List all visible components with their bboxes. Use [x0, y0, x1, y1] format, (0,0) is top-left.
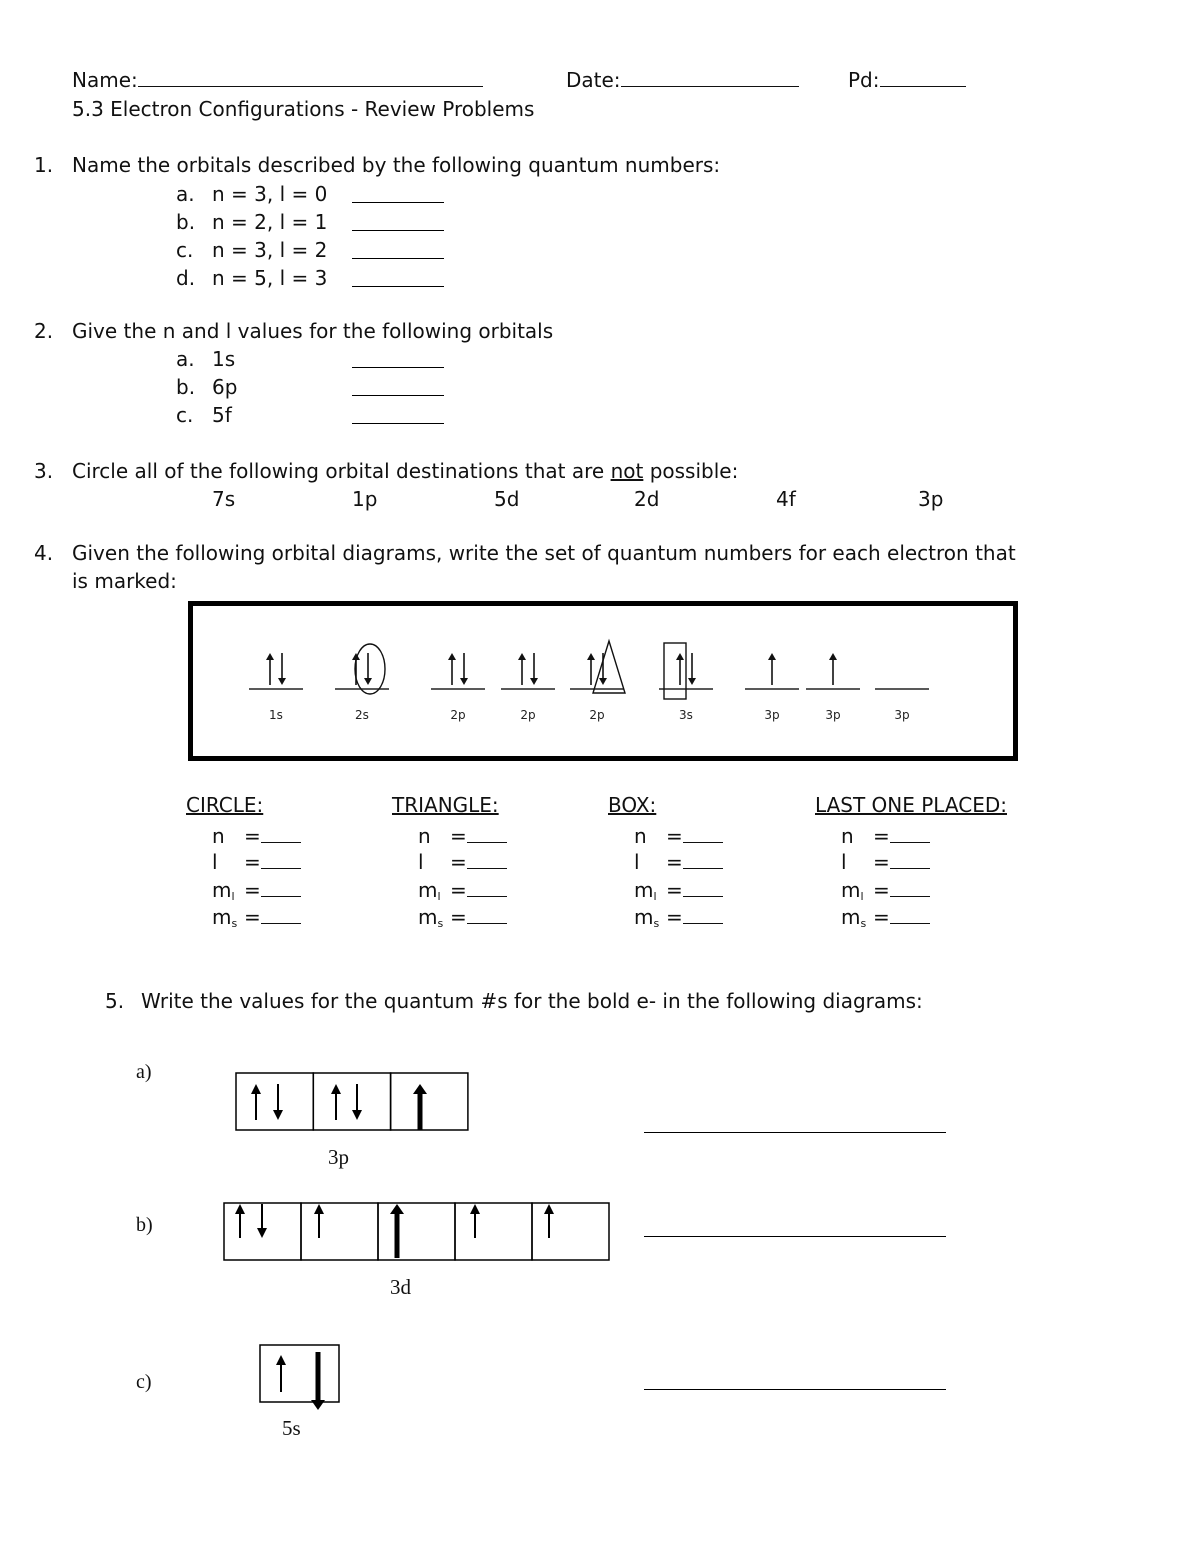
q1-item-letter: b. — [176, 210, 196, 234]
date-label: Date: — [566, 68, 621, 92]
q4-field-l[interactable] — [841, 852, 930, 872]
field-m-text: m — [841, 905, 861, 929]
q2-item-letter: c. — [176, 403, 194, 427]
q2-item-text: 1s — [212, 347, 236, 371]
orbital-slot — [335, 644, 389, 722]
arrow-up-icon — [235, 1204, 245, 1238]
arrow-down-icon — [352, 1084, 362, 1120]
field-m-text: m — [418, 905, 438, 929]
q3-prompt-before: Circle all of the following orbital destinations that are — [72, 459, 611, 483]
q4-field-n[interactable] — [634, 826, 723, 846]
q4-column-heading: CIRCLE: — [186, 793, 264, 817]
field-n-text: n — [841, 824, 854, 848]
field-equals: = — [450, 905, 467, 929]
box-mark-icon — [664, 643, 686, 699]
q4-field-label — [418, 880, 450, 902]
q5c-orbital-box — [260, 1345, 339, 1402]
circle-mark-icon — [355, 644, 385, 694]
arrow-up-icon — [829, 653, 837, 685]
q1-item-text: n = 3, l = 2 — [212, 238, 328, 262]
bold-arrow-up-icon — [390, 1204, 404, 1258]
q4-field-ml[interactable] — [634, 880, 723, 902]
q4-field-ms[interactable] — [841, 907, 930, 929]
field-m-text: m — [418, 878, 438, 902]
q4-field-label — [212, 880, 244, 902]
q2-prompt: Give the n and l values for the following orbitals — [72, 319, 554, 343]
date-field[interactable] — [566, 70, 799, 90]
q5b-answer-blank[interactable] — [644, 1236, 946, 1237]
field-equals: = — [244, 878, 261, 902]
q4-field-label — [841, 880, 873, 902]
q4-field-l[interactable] — [418, 852, 507, 872]
field-l-text: l — [212, 850, 218, 874]
field-equals: = — [873, 850, 890, 874]
arrow-up-icon — [470, 1204, 480, 1238]
field-n-text: n — [634, 824, 647, 848]
orbital-label: 3p — [894, 708, 910, 722]
page-subtitle: 5.3 Electron Configurations - Review Problems — [72, 97, 535, 121]
q1-item-letter: d. — [176, 266, 196, 290]
q3-option[interactable]: 5d — [494, 487, 520, 511]
arrow-up-icon — [276, 1355, 286, 1392]
orbital-label: 3p — [825, 708, 841, 722]
arrow-up-icon — [314, 1204, 324, 1238]
arrow-up-icon — [331, 1084, 341, 1120]
q5c-letter: c) — [136, 1371, 152, 1393]
field-equals: = — [666, 850, 683, 874]
q4-answer-blank[interactable] — [683, 896, 723, 897]
field-m-text: m — [634, 878, 654, 902]
q5-box-diagrams — [0, 1050, 700, 1450]
q4-field-l[interactable] — [634, 852, 723, 872]
q1-answer-blank[interactable] — [352, 286, 444, 287]
q5b-label: 3d — [390, 1275, 411, 1299]
q3-prompt-underlined: not — [610, 459, 644, 483]
field-equals: = — [450, 824, 467, 848]
q4-field-label — [634, 826, 666, 846]
field-s-subscript: s — [860, 917, 867, 930]
q4-answer-blank[interactable] — [261, 896, 301, 897]
arrow-up-icon — [266, 653, 274, 685]
q2-item-letter: b. — [176, 375, 196, 399]
q4-field-label — [212, 852, 244, 872]
q4-prompt-line1: Given the following orbital diagrams, write the set of quantum numbers for each electron that — [72, 541, 1016, 565]
q4-field-ml[interactable] — [212, 880, 301, 902]
q5a-orbital-box — [391, 1073, 468, 1130]
q4-answer-blank[interactable] — [467, 896, 507, 897]
orbital-label: 2s — [355, 708, 369, 722]
q5b-orbital-box — [378, 1203, 455, 1260]
q3-prompt-after: possible: — [643, 459, 739, 483]
field-l-subscript: l — [437, 890, 441, 903]
q4-answer-blank[interactable] — [467, 842, 507, 843]
q4-field-ml[interactable] — [841, 880, 930, 902]
q5a-label: 3p — [328, 1145, 349, 1169]
q5-prompt: Write the values for the quantum #s for the bold e- in the following diagrams: — [141, 989, 923, 1013]
arrow-down-icon — [257, 1204, 267, 1238]
q4-field-label — [418, 907, 450, 929]
orbital-label: 3s — [679, 708, 693, 722]
field-m-text: m — [634, 905, 654, 929]
field-equals: = — [450, 850, 467, 874]
orbital-slot — [249, 653, 303, 722]
q3-option[interactable]: 1p — [352, 487, 378, 511]
q1-number: 1. — [34, 153, 54, 177]
q3-number: 3. — [34, 459, 54, 483]
q4-prompt-line2: is marked: — [72, 569, 177, 593]
q1-answer-blank[interactable] — [352, 258, 444, 259]
q4-answer-blank[interactable] — [683, 842, 723, 843]
q5b-orbital-box — [455, 1203, 532, 1260]
orbital-slot — [806, 653, 860, 722]
field-s-subscript: s — [653, 917, 660, 930]
q4-answer-blank[interactable] — [890, 842, 930, 843]
arrow-up-icon — [544, 1204, 554, 1238]
q2-answer-blank[interactable] — [352, 395, 444, 396]
pd-label: Pd: — [848, 68, 880, 92]
arrow-up-icon — [587, 653, 595, 685]
q4-answer-blank[interactable] — [467, 868, 507, 869]
arrow-down-icon — [273, 1084, 283, 1120]
orbital-label: 2p — [589, 708, 605, 722]
q4-field-ms[interactable] — [418, 907, 507, 929]
q2-item-text: 6p — [212, 375, 238, 399]
q4-answer-blank[interactable] — [890, 896, 930, 897]
q4-field-label — [418, 852, 450, 872]
date-blank[interactable] — [621, 86, 799, 87]
field-equals: = — [666, 824, 683, 848]
arrow-down-icon — [688, 653, 696, 685]
q4-number: 4. — [34, 541, 54, 565]
orbital-slot — [875, 689, 929, 722]
name-label: Name: — [72, 68, 138, 92]
q1-item-text: n = 3, l = 0 — [212, 182, 328, 206]
orbital-label: 3p — [764, 708, 780, 722]
q4-field-ml[interactable] — [418, 880, 507, 902]
q4-column-heading: LAST ONE PLACED: — [815, 793, 1007, 817]
q5a-orbital-box — [236, 1073, 313, 1130]
arrow-down-icon — [278, 653, 286, 685]
q4-answer-blank[interactable] — [261, 868, 301, 869]
q4-field-label — [841, 826, 873, 846]
q5b-orbital-box — [301, 1203, 378, 1260]
pd-blank[interactable] — [880, 86, 966, 87]
q5c-answer-blank[interactable] — [644, 1389, 946, 1390]
q1-item-letter: c. — [176, 238, 194, 262]
q1-answer-blank[interactable] — [352, 230, 444, 231]
bold-arrow-up-icon — [413, 1084, 427, 1130]
orbital-slot — [431, 653, 485, 722]
q2-item-text: 5f — [212, 403, 232, 427]
bold-arrow-down-icon — [311, 1352, 325, 1410]
arrow-down-icon — [364, 653, 372, 685]
q4-column-heading: TRIANGLE: — [392, 793, 499, 817]
q5a-answer-blank[interactable] — [644, 1132, 946, 1133]
q4-answer-blank[interactable] — [683, 923, 723, 924]
arrow-up-icon — [518, 653, 526, 685]
q3-option[interactable]: 3p — [918, 487, 944, 511]
q3-prompt — [72, 461, 738, 481]
q5a-orbital-box — [313, 1073, 390, 1130]
field-equals: = — [244, 824, 261, 848]
q1-answer-blank[interactable] — [352, 202, 444, 203]
q4-field-n[interactable] — [418, 826, 507, 846]
field-equals: = — [873, 905, 890, 929]
q3-option[interactable]: 7s — [212, 487, 236, 511]
q4-field-label — [841, 852, 873, 872]
q4-field-label — [418, 826, 450, 846]
q2-answer-blank[interactable] — [352, 367, 444, 368]
field-n-text: n — [212, 824, 225, 848]
q2-number: 2. — [34, 319, 54, 343]
q4-answer-blank[interactable] — [890, 868, 930, 869]
arrow-down-icon — [530, 653, 538, 685]
field-m-text: m — [841, 878, 861, 902]
orbital-slot — [570, 641, 625, 722]
field-equals: = — [244, 850, 261, 874]
field-l-text: l — [841, 850, 847, 874]
q4-field-label — [634, 907, 666, 929]
field-l-subscript: l — [231, 890, 235, 903]
field-m-text: m — [212, 878, 232, 902]
triangle-mark-icon — [593, 641, 625, 693]
q3-option[interactable]: 2d — [634, 487, 660, 511]
field-s-subscript: s — [437, 917, 444, 930]
field-l-subscript: l — [653, 890, 657, 903]
orbital-label: 2p — [520, 708, 536, 722]
q4-field-l[interactable] — [212, 852, 301, 872]
field-l-subscript: l — [860, 890, 864, 903]
q4-answer-blank[interactable] — [890, 923, 930, 924]
q1-item-letter: a. — [176, 182, 195, 206]
q4-answer-blank[interactable] — [683, 868, 723, 869]
field-equals: = — [450, 878, 467, 902]
q5c-label: 5s — [282, 1416, 301, 1440]
q4-field-label — [841, 907, 873, 929]
orbital-slot — [659, 643, 713, 722]
q5a-letter: a) — [136, 1061, 152, 1083]
q4-column-heading: BOX: — [608, 793, 657, 817]
q5b-letter: b) — [136, 1214, 153, 1236]
q1-item-text: n = 2, l = 1 — [212, 210, 328, 234]
orbital-diagram — [188, 601, 1018, 761]
pd-field[interactable] — [848, 70, 966, 90]
field-equals: = — [666, 905, 683, 929]
q1-item-text: n = 5, l = 3 — [212, 266, 328, 290]
name-field[interactable] — [72, 70, 483, 90]
q4-field-ms[interactable] — [212, 907, 301, 929]
arrow-up-icon — [251, 1084, 261, 1120]
q2-item-letter: a. — [176, 347, 195, 371]
orbital-label: 1s — [269, 708, 283, 722]
name-blank[interactable] — [138, 86, 483, 87]
arrow-down-icon — [460, 653, 468, 685]
q1-prompt: Name the orbitals described by the following quantum numbers: — [72, 153, 721, 177]
q4-answer-blank[interactable] — [261, 923, 301, 924]
arrow-up-icon — [676, 653, 684, 685]
q4-answer-blank[interactable] — [261, 842, 301, 843]
field-s-subscript: s — [231, 917, 238, 930]
orbital-slot — [501, 653, 555, 722]
q5-number: 5. — [105, 989, 125, 1013]
field-l-text: l — [634, 850, 640, 874]
q4-field-label — [634, 852, 666, 872]
field-equals: = — [244, 905, 261, 929]
field-equals: = — [873, 824, 890, 848]
arrow-up-icon — [448, 653, 456, 685]
q5b-orbital-box — [532, 1203, 609, 1260]
q4-field-label — [634, 880, 666, 902]
orbital-label: 2p — [450, 708, 466, 722]
field-l-text: l — [418, 850, 424, 874]
q4-field-label — [212, 907, 244, 929]
q4-field-label — [212, 826, 244, 846]
field-equals: = — [666, 878, 683, 902]
q4-field-n[interactable] — [212, 826, 301, 846]
q3-option[interactable]: 4f — [776, 487, 796, 511]
q4-field-ms[interactable] — [634, 907, 723, 929]
field-n-text: n — [418, 824, 431, 848]
q4-answer-blank[interactable] — [467, 923, 507, 924]
field-m-text: m — [212, 905, 232, 929]
arrow-up-icon — [768, 653, 776, 685]
field-equals: = — [873, 878, 890, 902]
q4-field-n[interactable] — [841, 826, 930, 846]
orbital-slot — [745, 653, 799, 722]
q2-answer-blank[interactable] — [352, 423, 444, 424]
